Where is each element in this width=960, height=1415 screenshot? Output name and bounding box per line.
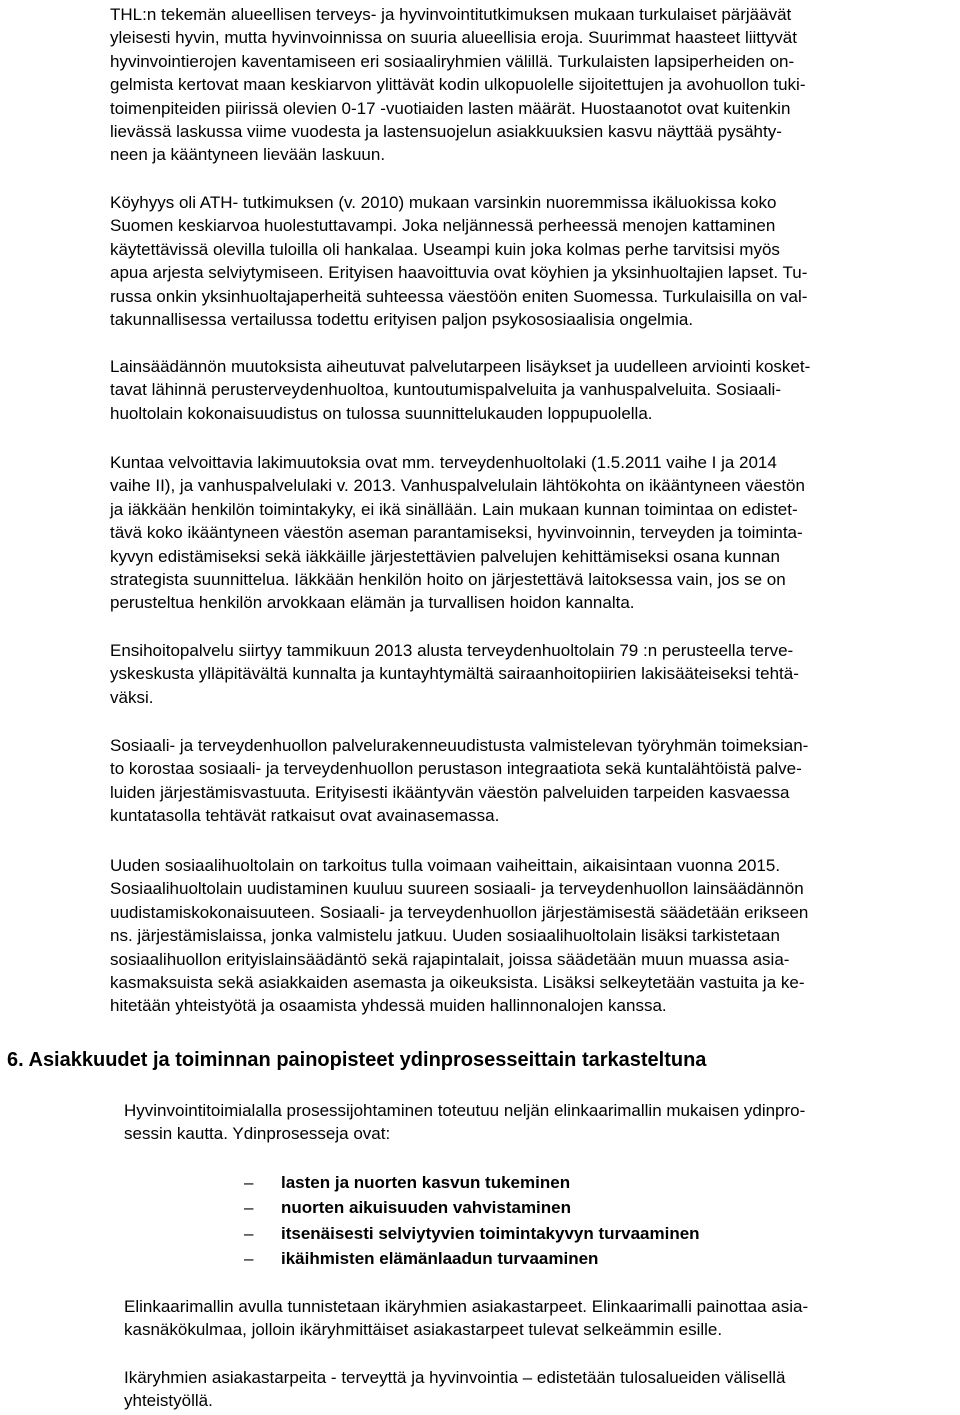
list-item-label: ikäihmisten elämänlaadun turvaaminen <box>281 1249 599 1269</box>
text-line: vaihe II), ja vanhuspalvelulaki v. 2013. Vanhuspalvelulain lähtökohta on ikääntyneen väestön <box>110 476 805 496</box>
text-line: Köyhyys oli ATH- tutkimuksen (v. 2010) mukaan varsinkin nuoremmissa ikäluokissa koko <box>110 193 777 212</box>
text-line: takunnallisessa vertailussa todettu erityisen paljon psykososiaalisia ongelmia. <box>110 310 694 330</box>
text-line: strategista suunnittelua. Iäkkään henkilön hoito on järjestettävä laitoksessa vain, jos se on <box>110 570 786 590</box>
dash-bullet-icon: – <box>244 1249 254 1269</box>
paragraph-service-reform <box>110 734 808 828</box>
text-line: perusteltua henkilön arvokkaan elämän ja turvallisen hoidon kannalta. <box>110 593 635 613</box>
paragraph-social-welfare-act <box>110 854 808 1018</box>
paragraph-cooperation <box>124 1366 785 1413</box>
list-item <box>244 1195 700 1220</box>
dash-bullet-icon: – <box>244 1198 254 1218</box>
text-line: Hyvinvointitoimialalla prosessijohtaminen toteutuu neljän elinkaarimallin mukaisen ydinpro- <box>124 1101 806 1120</box>
text-line: kasnäkökulmaa, jolloin ikäryhmittäiset asiakastarpeet tulevat selkeämmin esille. <box>124 1320 723 1340</box>
text-line: to korostaa sosiaali- ja terveydenhuollon perustason integraatiota sekä kuntalähtöistä palve- <box>110 759 802 779</box>
text-line: ja iäkkään henkilön toimintakyky, ei ikä sinällään. Lain mukaan kunnan toimintaa on edistet- <box>110 499 798 519</box>
section-intro <box>124 1099 805 1146</box>
list-item <box>244 1221 700 1246</box>
paragraph-regional-health-study <box>110 3 805 167</box>
paragraph-lifecycle-model <box>124 1295 808 1342</box>
text-line: kuntatasolla tehtävät ratkaisut ovat avainasemassa. <box>110 806 500 826</box>
text-line: Lainsäädännön muutoksista aiheutuvat palvelutarpeen lisäykset ja uudelleen arviointi kosket- <box>110 357 811 376</box>
text-line: tavat lähinnä perusterveydenhuoltoa, kuntoutumispalveluita ja vanhuspalveluita. Sosiaali- <box>110 380 781 400</box>
text-line: Elinkaarimallin avulla tunnistetaan ikäryhmien asiakastarpeet. Elinkaarimalli painottaa asia- <box>124 1297 809 1316</box>
paragraph-poverty <box>110 191 807 331</box>
text-line: väksi. <box>110 687 154 707</box>
text-line: yleisesti hyvin, mutta hyvinvoinnissa on suuria alueellisia eroja. Suurimmat haasteet liittyvät <box>110 28 797 48</box>
list-item-label: lasten ja nuorten kasvun tukeminen <box>281 1173 571 1192</box>
text-line: apua arjesta selviytymiseen. Erityisen haavoittuvia ovat köyhien ja yksinhuoltajien lapset. Tu- <box>110 263 808 283</box>
list-item-label: itsenäisesti selviytyvien toimintakyvyn turvaaminen <box>281 1223 700 1243</box>
core-process-list <box>244 1170 700 1272</box>
dash-bullet-icon: – <box>244 1223 254 1243</box>
text-line: lievässä laskussa viime vuodesta ja lastensuojelun asiakkuuksien kasvu näyttää pysähty- <box>110 122 782 142</box>
text-line: Sosiaalihuoltolain uudistaminen kuuluu suureen sosiaali- ja terveydenhuollon lainsäädännön <box>110 879 804 899</box>
text-line: Ensihoitopalvelu siirtyy tammikuun 2013 alusta terveydenhuoltolain 79 :n perusteella terve- <box>110 641 794 660</box>
text-line: hitetään yhteistyötä ja osaamista yhdessä muiden hallinnonalojen kanssa. <box>110 996 667 1016</box>
list-item <box>244 1170 700 1195</box>
text-line: tävä koko ikääntyneen väestön aseman parantamiseksi, hyvinvoinnin, terveyden ja toiminta- <box>110 523 803 543</box>
text-line: yhteistyöllä. <box>124 1391 213 1411</box>
text-line: hyvinvointierojen kaventamiseen eri sosiaaliryhmien välillä. Turkulaisten lapsiperheiden on- <box>110 51 795 71</box>
text-line: sosiaalihuollon erityislainsäädäntö sekä rajapintalait, joissa säädetään muun muassa asia- <box>110 949 790 969</box>
text-line: Kuntaa velvoittavia lakimuutoksia ovat mm. terveydenhuoltolaki (1.5.2011 vaihe I ja 2014 <box>110 453 777 472</box>
text-line: neen ja kääntyneen lievään laskuun. <box>110 145 386 165</box>
text-line: käytettävissä olevilla tuloilla oli hankalaa. Useampi kuin joka kolmas perhe tarvitsisi myös <box>110 239 780 259</box>
text-line: russa onkin yksinhuoltajaperheitä suhteessa väestöön eniten Suomessa. Turkulaisilla on val- <box>110 286 808 306</box>
text-line: Uuden sosiaalihuoltolain on tarkoitus tulla voimaan vaiheittain, aikaisintaan vuonna 2015. <box>110 856 781 875</box>
text-line: Sosiaali- ja terveydenhuollon palvelurakenneuudistusta valmistelevan työryhmän toimeksian- <box>110 736 809 755</box>
text-line: Ikäryhmien asiakastarpeita - terveyttä ja hyvinvointia – edistetään tulosalueiden välisellä <box>124 1368 786 1387</box>
paragraph-emergency-care <box>110 639 799 709</box>
text-line: kasmaksuista sekä asiakkaiden asemasta ja oikeuksista. Lisäksi selkeytetään vastuita ja ke- <box>110 973 805 993</box>
text-line: huoltolain kokonaisuudistus on tulossa suunnittelukauden loppupuolella. <box>110 403 653 423</box>
dash-bullet-icon: – <box>244 1173 254 1192</box>
text-line: toimenpiteiden piirissä olevien 0-17 -vuotiaiden lasten määrät. Huostaanotot ovat kuitenkin <box>110 98 791 118</box>
list-item <box>244 1246 700 1271</box>
text-line: Suomen keskiarvoa huolestuttavampi. Joka neljännessä perheessä menojen kattaminen <box>110 216 776 236</box>
section-heading: 6. Asiakkuudet ja toiminnan painopisteet ydinprosesseittain tarkasteltuna <box>7 1049 707 1071</box>
text-line: gelmista kertovat maan keskiarvon ylittävät kodin ulkopuolelle sijoitettujen ja avohuollon tuki- <box>110 75 806 95</box>
text-line: kyvyn edistämiseksi sekä iäkkäille järjestettävien palvelujen kehittämiseksi osana kunnan <box>110 546 780 566</box>
text-line: uudistamiskokonaisuuteen. Sosiaali- ja terveydenhuollon järjestämisestä säädetään erikseen <box>110 902 809 922</box>
text-line: sessin kautta. Ydinprosesseja ovat: <box>124 1124 391 1144</box>
text-line: yskeskusta ylläpitävältä kunnalta ja kuntayhtymältä sairaanhoitopiirien lakisääteiseksi tehtä- <box>110 664 799 684</box>
text-line: ns. järjestämislaissa, jonka valmistelu jatkuu. Uuden sosiaalihuoltolain lisäksi tarkistetaan <box>110 926 780 946</box>
list-item-label: nuorten aikuisuuden vahvistaminen <box>281 1198 572 1218</box>
text-line: luiden järjestämisvastuuta. Erityisesti ikääntyvän väestön palveluiden tarpeiden kasvaessa <box>110 782 790 802</box>
paragraph-legislation-changes <box>110 355 810 425</box>
text-line: THL:n tekemän alueellisen terveys- ja hyvinvointitutkimuksen mukaan turkulaiset pärjäävät <box>110 5 792 24</box>
paragraph-municipal-obligations <box>110 451 805 615</box>
